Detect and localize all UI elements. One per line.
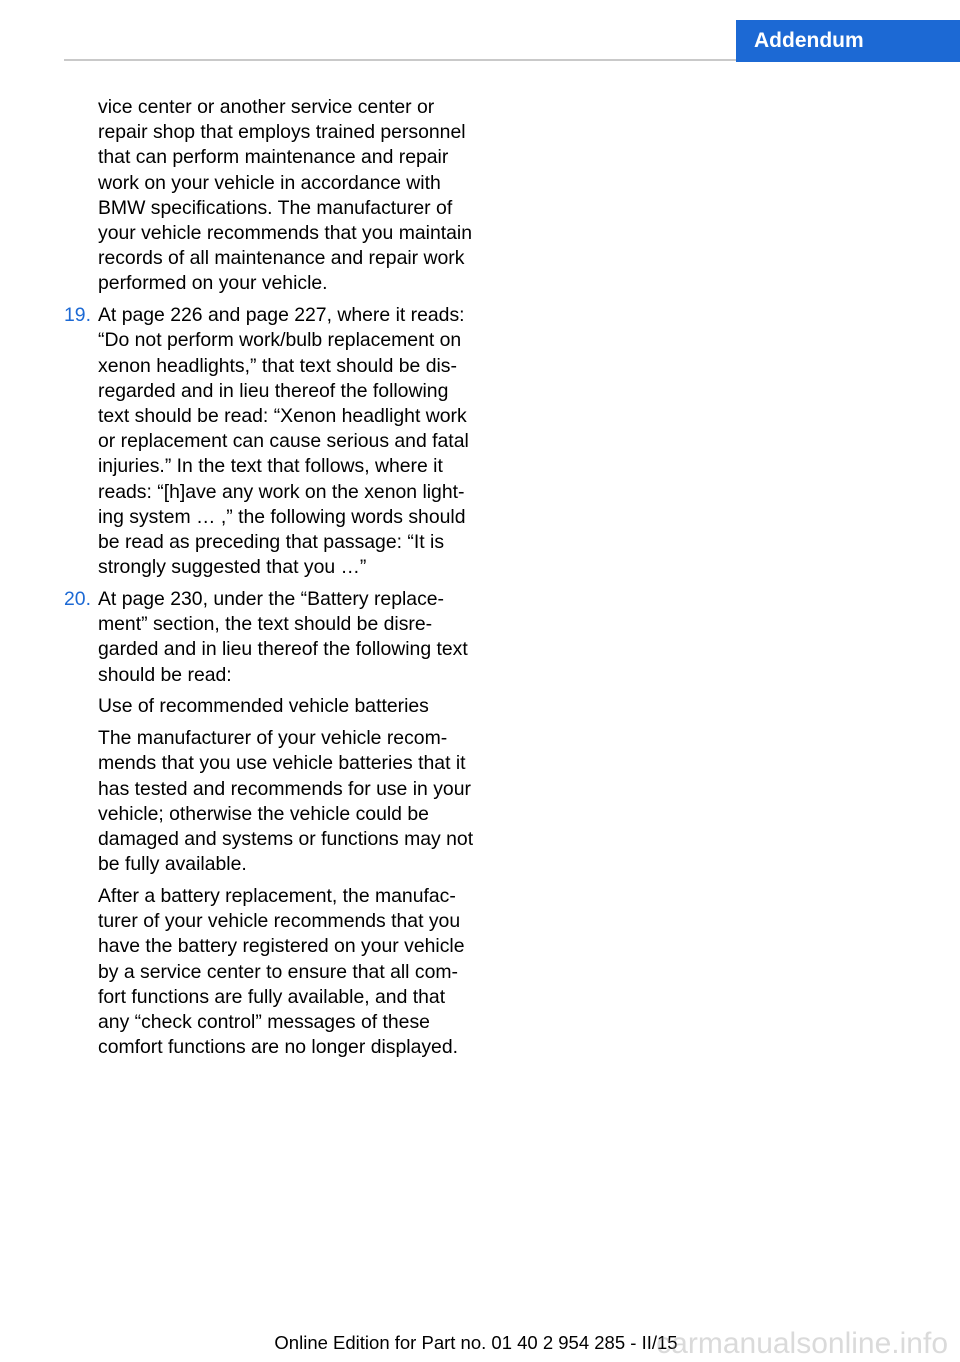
text-line: has tested and recommends for use in your (98, 777, 471, 800)
watermark: carmanualsonline.info (656, 1327, 948, 1360)
text-line: ing system … ,” the following words should (98, 505, 466, 528)
text-line: regarded and in lieu thereof the following (98, 379, 449, 402)
text-line: comfort functions are no longer displayed. (98, 1036, 459, 1059)
text-line: “Do not perform work/bulb replacement on (98, 329, 462, 352)
text-line: by a service center to ensure that all com‐ (98, 960, 458, 983)
header-rule (64, 59, 741, 61)
text-line: mends that you use vehicle batteries that it (98, 752, 466, 775)
text-line: should be read: (98, 663, 232, 686)
text-line: strongly suggested that you …” (98, 556, 367, 579)
text-line: Use of recommended vehicle batteries (98, 695, 429, 718)
text-line: injuries.” In the text that follows, where it (98, 455, 443, 478)
battery-paragraph-1 (98, 726, 480, 877)
text-line: repair shop that employs trained personnel (98, 121, 466, 144)
text-line: BMW specifications. The manufacturer of (98, 196, 453, 219)
text-line: fort functions are fully available, and that (98, 985, 446, 1008)
text-line: records of all maintenance and repair work (98, 247, 465, 270)
text-line: At page 226 and page 227, where it reads: (98, 304, 465, 327)
list-item-number: 19. (64, 304, 91, 327)
text-line: your vehicle recommends that you maintain (98, 222, 472, 245)
list-item-19 (64, 303, 480, 580)
text-line: that can perform maintenance and repair (98, 146, 449, 169)
battery-paragraph-2 (98, 884, 480, 1060)
text-line: work on your vehicle in accordance with (98, 171, 441, 194)
edition-text: Online Edition for Part no. 01 40 2 954 285 - II/15 (274, 1332, 678, 1353)
text-line: any “check control” messages of these (98, 1011, 430, 1034)
intro-paragraph (98, 95, 480, 297)
document-body (64, 95, 480, 1067)
text-line: be fully available. (98, 853, 247, 876)
text-line: At page 230, under the “Battery replace‐ (98, 588, 445, 611)
text-line: The manufacturer of your vehicle recom‐ (98, 727, 448, 750)
text-line: performed on your vehicle. (98, 272, 328, 295)
text-line: ment” section, the text should be disre‐ (98, 613, 433, 636)
text-line: garded and in lieu thereof the following text (98, 638, 468, 661)
text-line: or replacement can cause serious and fatal (98, 430, 469, 453)
text-line: text should be read: “Xenon headlight work (98, 405, 467, 428)
text-line: turer of your vehicle recommends that you (98, 910, 461, 933)
battery-subheading (98, 694, 480, 719)
text-line: damaged and systems or functions may not (98, 828, 474, 851)
section-tab (736, 20, 960, 62)
section-title: Addendum (754, 29, 864, 52)
text-line: After a battery replacement, the manufac‐ (98, 885, 456, 908)
list-item-20 (64, 587, 480, 1060)
text-line: have the battery registered on your vehicle (98, 935, 465, 958)
list-item-number: 20. (64, 588, 91, 611)
text-line: be read as preceding that passage: “It is (98, 531, 445, 554)
text-line: vehicle; otherwise the vehicle could be (98, 802, 429, 825)
text-line: xenon headlights,” that text should be dis‐ (98, 354, 457, 377)
text-line: reads: “[h]ave any work on the xenon light‐ (98, 480, 465, 503)
text-line: vice center or another service center or (98, 96, 435, 118)
